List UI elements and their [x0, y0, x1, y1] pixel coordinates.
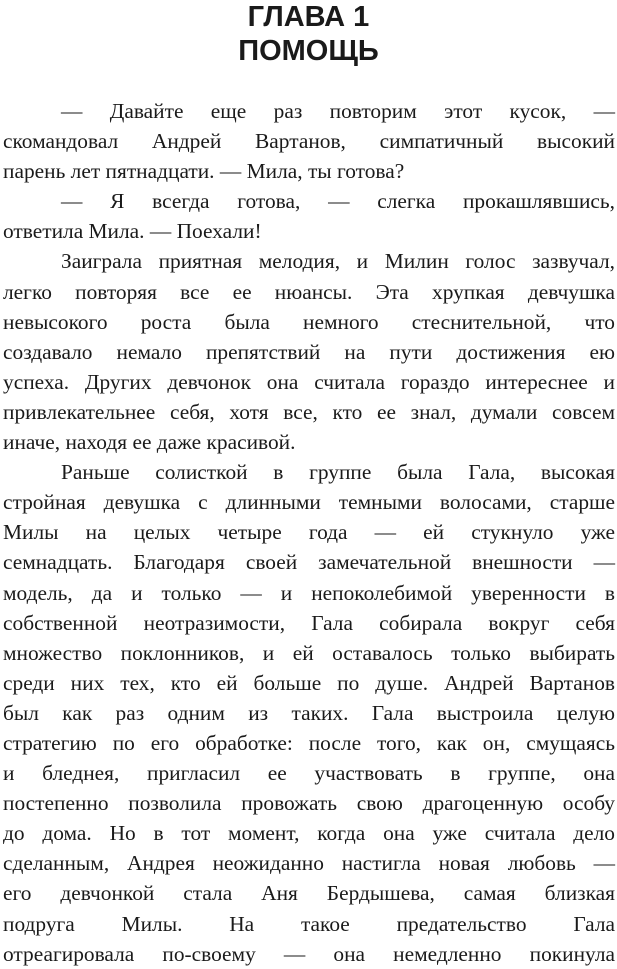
chapter-number: ГЛАВА 1 — [247, 1, 370, 33]
paragraph-1 — [3, 96, 615, 186]
text-line: скомандовал Андрей Вартанов, симпатичный высокий — [3, 129, 615, 154]
text-line: иначе, находя ее даже красивой. — [3, 430, 296, 455]
text-line: постепенно позволила провожать свою драгоценную особу — [3, 791, 615, 816]
chapter-body — [3, 96, 615, 969]
text-line: Раньше солисткой в группе была Гала, высокая — [61, 460, 615, 485]
chapter-title: ПОМОЩЬ — [238, 35, 379, 67]
text-line: привлекательнее себя, хотя все, кто ее знал, думали совсем — [3, 399, 615, 424]
text-line: и бледнея, пригласил ее участвовать в группе, она — [3, 761, 615, 786]
text-line: — Я всегда готова, — слегка прокашлявшись, — [61, 189, 615, 214]
text-line: стратегию по его обработке: после того, как он, смущаясь — [3, 730, 615, 755]
text-line: стройная девушка с длинными темными волосами, старше — [3, 490, 615, 515]
paragraph-4 — [3, 457, 615, 969]
text-line: множество поклонников, и ей оставалось только выбирать — [3, 640, 615, 665]
text-line: успеха. Других девчонок она считала гораздо интереснее и — [3, 369, 615, 394]
text-line: подруга Милы. На такое предательство Гала — [3, 911, 615, 936]
text-line: отреагировала по-своему — она немедленно покинула — [3, 941, 615, 966]
text-line: был как раз одним из таких. Гала выстроила целую — [3, 700, 615, 725]
text-line: сделанным, Андрея неожиданно настигла новая любовь — — [3, 851, 615, 876]
text-line: — Давайте еще раз повторим этот кусок, — — [61, 99, 615, 123]
paragraph-2 — [3, 186, 615, 246]
chapter-heading — [0, 0, 617, 68]
text-line: семнадцать. Благодаря своей замечательной внешности — — [3, 550, 615, 575]
text-line: его девчонкой стала Аня Бердышева, самая близкая — [3, 881, 615, 906]
text-line: среди них тех, кто ей больше по душе. Андрей Вартанов — [3, 670, 615, 695]
text-line: ответила Мила. — Поехали! — [3, 219, 262, 244]
text-line: невысокого роста была немного стеснительной, что — [3, 309, 615, 334]
text-line: легко повторяя все ее нюансы. Эта хрупкая девчушка — [3, 279, 615, 304]
text-line: до дома. Но в тот момент, когда она уже считала дело — [3, 821, 615, 846]
text-line: собственной неотразимости, Гала собирала вокруг себя — [3, 610, 615, 635]
text-line: Милы на целых четыре года — ей стукнуло уже — [3, 520, 615, 545]
text-line: модель, да и только — и непоколебимой уверенности в — [3, 580, 615, 605]
text-line: парень лет пятнадцати. — Мила, ты готова? — [3, 159, 405, 184]
text-line: создавало немало препятствий на пути достижения ею — [3, 339, 615, 364]
text-line: Заиграла приятная мелодия, и Милин голос зазвучал, — [61, 249, 615, 274]
paragraph-3 — [3, 246, 615, 457]
